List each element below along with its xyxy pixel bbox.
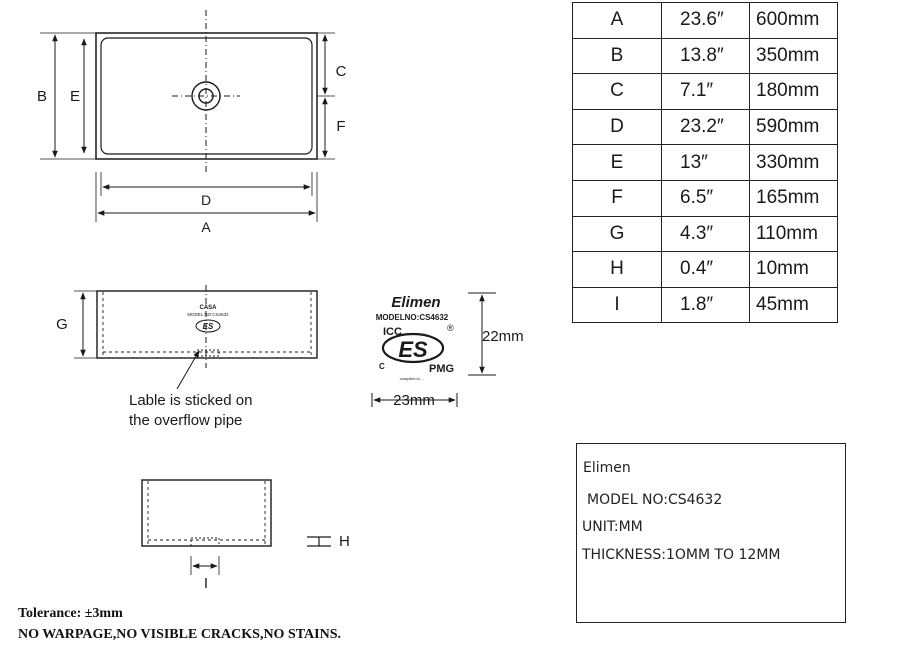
dim-c-label: C <box>335 63 347 80</box>
dim-e-label: E <box>69 88 81 105</box>
dimension-row-b <box>573 38 838 74</box>
dimension-inches: 4.3″ <box>662 216 750 252</box>
sticker-brand: CASA <box>199 305 217 311</box>
overflow-pipe <box>197 350 219 356</box>
dimension-mm: 180mm <box>750 74 838 110</box>
dimension-inches: 6.5″ <box>662 180 750 216</box>
dimension-row-g <box>573 216 838 252</box>
dim-d-label: D <box>200 192 212 208</box>
dimension-mm: 110mm <box>750 216 838 252</box>
dimension-inches: 13″ <box>662 145 750 181</box>
side-overflow-pipe <box>191 538 219 546</box>
dim-b-label: B <box>36 88 48 105</box>
dimension-inches: 23.2″ <box>662 109 750 145</box>
dimension-mm: 10mm <box>750 252 838 288</box>
dimension-mm: 45mm <box>750 287 838 323</box>
label-brand: Elimen <box>391 294 441 311</box>
label-c-mark: C <box>379 362 385 371</box>
dimension-letter: G <box>573 216 662 252</box>
dimension-letter: C <box>573 74 662 110</box>
dimension-row-f <box>573 180 838 216</box>
info-brand: Elimen <box>583 460 631 476</box>
dimension-inches: 0.4″ <box>662 252 750 288</box>
product-info-box <box>576 443 846 623</box>
dim-g-label: G <box>56 316 68 333</box>
dimension-row-i <box>573 287 838 323</box>
dimension-inches: 13.8″ <box>662 38 750 74</box>
dim-22mm-label: 22mm <box>482 328 524 345</box>
label-icc: ICC <box>383 326 402 338</box>
info-unit: UNIT:MM <box>582 519 643 535</box>
dimension-mm: 600mm <box>750 3 838 39</box>
dimension-mm: 330mm <box>750 145 838 181</box>
registered-mark: ® <box>447 323 454 333</box>
side-outline <box>142 480 271 546</box>
dimension-row-d <box>573 109 838 145</box>
dimension-inches: 23.6″ <box>662 3 750 39</box>
label-small-text: complies to ... <box>399 376 425 381</box>
label-pmg: PMG <box>429 363 455 375</box>
tolerance-note: Tolerance: ±3mm <box>18 606 123 621</box>
dimension-row-h <box>573 252 838 288</box>
dimension-letter: B <box>573 38 662 74</box>
label-leader-arrow <box>177 351 199 389</box>
label-note-line1: Lable is sticked on <box>129 392 253 409</box>
quality-note: NO WARPAGE,NO VISIBLE CRACKS,NO STAINS. <box>18 627 341 642</box>
dimension-row-c <box>573 74 838 110</box>
dimension-letter: E <box>573 145 662 181</box>
dimension-letter: F <box>573 180 662 216</box>
label-es: ES <box>398 337 428 362</box>
dimension-mm: 590mm <box>750 109 838 145</box>
sticker-model: MODEL NO:CS4632 <box>187 312 229 317</box>
front-view <box>74 285 317 389</box>
dim-a-label: A <box>201 219 211 235</box>
dimension-inches: 7.1″ <box>662 74 750 110</box>
dim-i-label: I <box>203 575 209 592</box>
dimension-letter: D <box>573 109 662 145</box>
info-model: MODEL NO:CS4632 <box>587 492 723 508</box>
dimension-letter: H <box>573 252 662 288</box>
dim-h-label: H <box>339 533 350 550</box>
side-view <box>142 480 331 575</box>
label-note-line2: the overflow pipe <box>129 412 243 429</box>
dimension-letter: A <box>573 3 662 39</box>
dimension-inches: 1.8″ <box>662 287 750 323</box>
dimension-table <box>572 2 838 323</box>
top-view <box>40 10 335 222</box>
sticker-cert: ES <box>202 322 214 331</box>
dimension-mm: 165mm <box>750 180 838 216</box>
dim-f-label: F <box>336 118 346 135</box>
label-model: MODELNO:CS4632 <box>375 313 449 322</box>
dimension-letter: I <box>573 287 662 323</box>
dim-23mm-label: 23mm <box>393 392 435 409</box>
dimension-row-e <box>573 145 838 181</box>
dimension-row-a <box>573 3 838 39</box>
dimension-mm: 350mm <box>750 38 838 74</box>
info-thickness: THICKNESS:1OMM TO 12MM <box>582 547 781 563</box>
